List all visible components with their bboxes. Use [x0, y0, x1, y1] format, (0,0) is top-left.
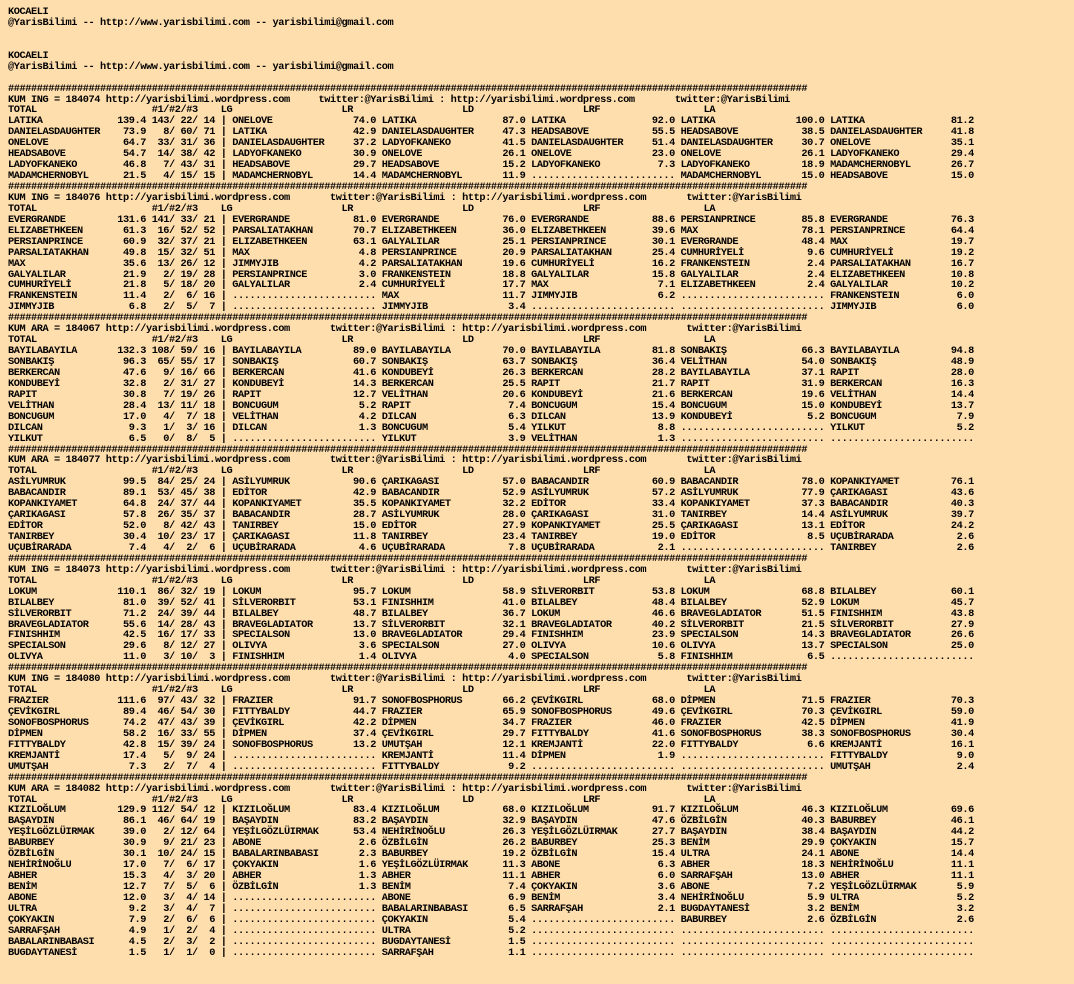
result-row: KONDUBEYİ 32.8 2/ 31/ 27 | KONDUBEYİ 14.3 BERKERCAN 25.5 RAPIT 21.7 RAPIT 31.9 BERKERCAN 16.3	[8, 377, 974, 390]
column-header: TOTAL #1/#2/#3 LG LR LD LRF LA	[8, 465, 716, 478]
column-header: TOTAL #1/#2/#3 LG LR LD LRF LA	[8, 574, 716, 587]
column-header: TOTAL #1/#2/#3 LG LR LD LRF LA	[8, 793, 716, 806]
result-row: FINISHHIM 42.5 16/ 17/ 33 | SPECIALSON 13.0 BRAVEGLADIATOR 29.4 FINISHHIM 23.9 SPECIALSON 14.3 BRAVEGLADIATOR 26.6	[8, 629, 974, 642]
separator-line: ###########################################################################################################################################	[8, 552, 808, 565]
result-row: BAŞAYDIN 86.1 46/ 64/ 19 | BAŞAYDIN 83.2 BAŞAYDIN 32.9 BAŞAYDIN 47.6 ÖZBİLGİN 40.3 BABURBEY 46.1	[8, 815, 974, 828]
result-row: DILCAN 9.3 1/ 3/ 16 | DILCAN 1.3 BONCUGUM 5.4 YILKUT 8.8 ......................... YILKUT 5.2	[8, 421, 974, 434]
result-row: ÇARIKAGASI 57.8 26/ 35/ 37 | BABACANDIR 28.7 ASİLYUMRUK 28.0 ÇARIKAGASI 31.0 TANIRBEY 14.4 ASİLYUMRUK 39.7	[8, 509, 974, 522]
result-row: YEŞİLGÖZLÜIRMAK 39.0 2/ 12/ 64 | YEŞİLGÖZLÜIRMAK 53.4 NEHİRİNOĞLU 26.3 YEŞİLGÖZLÜIRMAK 27.7 BAŞAYDIN 38.4 BAŞAYDIN 44.2	[8, 826, 974, 839]
separator-line: ###########################################################################################################################################	[8, 181, 808, 193]
race-header: KUM ING = 184076 http://yarisbilimi.wordpress.com twitter:@YarisBilimi : http://yarisbilimi.wordpress.com twitter:@YarisBilimi	[8, 191, 802, 204]
result-row: BAYILABAYILA 132.3 108/ 59/ 16 | BAYILABAYILA 89.0 BAYILABAYILA 70.0 BAYILABAYILA 81.8 SONBAKIŞ 66.3 BAYILABAYILA 94.8	[8, 345, 974, 358]
text-line: KOCAELI	[8, 6, 49, 18]
result-row: BABACANDIR 89.1 53/ 45/ 38 | EDİTOR 42.9 BABACANDIR 52.9 ASİLYUMRUK 57.2 ASİLYUMRUK 77.9 ÇARIKAGASI 43.6	[8, 487, 974, 500]
result-row: SİLVERORBIT 71.2 24/ 39/ 44 | BILALBEY 48.7 BILALBEY 36.7 LOKUM 46.6 BRAVEGLADIATOR 51.5 FINISHHIM 43.8	[8, 607, 974, 620]
text-line: KOCAELI	[8, 49, 49, 62]
result-row: JIMMYJIB 6.8 2/ 5/ 7 | ......................... JIMMYJIB 3.4 ......................... ......................... JIMMYJIB 6.0	[8, 301, 974, 314]
race-stats-sheet	[8, 7, 974, 959]
result-row: FRANKENSTEIN 11.4 2/ 6/ 16 | ......................... MAX 11.7 JIMMYJIB 6.2 ......................... FRANKENSTEIN 6.0	[8, 290, 974, 303]
result-row: VELİTHAN 28.4 13/ 11/ 18 | BONCUGUM 5.2 RAPIT 7.4 BONCUGUM 15.4 BONCUGUM 15.0 KONDUBEYİ 13.7	[8, 399, 974, 412]
separator-line: ###########################################################################################################################################	[8, 82, 808, 95]
blank-line	[8, 40, 974, 51]
result-row: ASİLYUMRUK 99.5 84/ 25/ 24 | ASİLYUMRUK 90.6 ÇARIKAGASI 57.0 BABACANDIR 60.9 BABACANDIR 78.0 KOPANKIYAMET 76.1	[8, 476, 974, 489]
result-row: CUMHURİYELİ 21.8 5/ 18/ 20 | GALYALILAR 2.4 CUMHURİYELİ 17.7 MAX 7.1 ELIZABETHKEEN 2.4 GALYALILAR 10.2	[8, 279, 974, 292]
separator-line: ###########################################################################################################################################	[8, 771, 808, 784]
result-row: YILKUT 6.5 0/ 8/ 5 | ......................... YILKUT 3.9 VELİTHAN 1.3 ......................... .........................	[8, 432, 974, 445]
race-header: KUM ARA = 184077 http://yarisbilimi.wordpress.com twitter:@YarisBilimi : http://yarisbilimi.wordpress.com twitter:@YarisBilimi	[8, 454, 802, 467]
result-row: ELIZABETHKEEN 61.3 16/ 52/ 52 | PARSALIATAKHAN 70.7 ELIZABETHKEEN 36.0 ELIZABETHKEEN 39.6 MAX 78.1 PERSIANPRINCE 64.4	[8, 224, 974, 237]
result-row: MADAMCHERNOBYL 21.5 4/ 15/ 15 | MADAMCHERNOBYL 14.4 MADAMCHERNOBYL 11.9 ......................... MADAMCHERNOBYL 15.0 HEADSABOVE 15.0	[8, 170, 974, 183]
result-row: FITTYBALDY 42.8 15/ 39/ 24 | SONOFBOSPHORUS 13.2 UMUTŞAH 12.1 KREMJANTİ 22.0 FITTYBALDY 6.6 KREMJANTİ 16.1	[8, 738, 974, 751]
result-row: DANIELASDAUGHTER 73.9 8/ 60/ 71 | LATIKA 42.9 DANIELASDAUGHTER 47.3 HEADSABOVE 55.5 HEADSABOVE 38.5 DANIELASDAUGHTER 41.8	[8, 126, 974, 139]
result-row: ÇOKYAKIN 7.9 2/ 6/ 6 | ......................... ÇOKYAKIN 5.4 ......................... BABURBEY 2.6 ÖZBİLGİN 2.6	[8, 913, 974, 926]
result-row: HEADSABOVE 54.7 14/ 38/ 42 | LADYOFKANEKO 30.9 ONELOVE 26.1 ONELOVE 23.0 ONELOVE 26.1 LADYOFKANEKO 29.4	[8, 148, 974, 161]
separator-line: ###########################################################################################################################################	[8, 662, 808, 675]
blank-line	[8, 29, 974, 40]
result-row: TANIRBEY 30.4 10/ 23/ 17 | ÇARIKAGASI 11.8 TANIRBEY 23.4 TANIRBEY 19.0 EDİTOR 8.5 UÇUBİRARADA 2.6	[8, 531, 974, 543]
result-row: SARRAFŞAH 4.9 1/ 2/ 4 | ......................... ULTRA 5.2 ......................... ......................... .........................	[8, 924, 974, 937]
column-header: TOTAL #1/#2/#3 LG LR LD LRF LA	[8, 334, 716, 347]
result-row: EDİTOR 52.0 8/ 42/ 43 | TANIRBEY 15.0 EDİTOR 27.9 KOPANKIYAMET 25.5 ÇARIKAGASI 13.1 EDİTOR 24.2	[8, 520, 974, 533]
result-row: LADYOFKANEKO 46.8 7/ 43/ 31 | HEADSABOVE 29.7 HEADSABOVE 15.2 LADYOFKANEKO 7.3 LADYOFKANEKO 18.9 MADAMCHERNOBYL 26.7	[8, 159, 974, 172]
result-row: NEHİRİNOĞLU 17.0 7/ 6/ 17 | ÇOKYAKIN 1.6 YEŞİLGÖZLÜIRMAK 11.3 ABONE 6.3 ABHER 18.3 NEHİRİNOĞLU 11.1	[8, 859, 974, 872]
race-header: KUM ING = 184074 http://yarisbilimi.wordpress.com twitter:@YarisBilimi : http://yarisbilimi.wordpress.com twitter:@YarisBilimi	[8, 93, 790, 106]
result-row: FRAZIER 111.6 97/ 43/ 32 | FRAZIER 91.7 SONOFBOSPHORUS 66.2 ÇEVİKGIRL 68.0 DİPMEN 71.5 FRAZIER 70.3	[8, 695, 974, 708]
result-row: ÖZBİLGİN 30.1 10/ 24/ 15 | BABALARINBABASI 2.3 BABURBEY 19.2 ÖZBİLGİN 15.4 ULTRA 24.1 ABONE 14.4	[8, 848, 974, 861]
result-row: KOPANKIYAMET 64.8 24/ 37/ 44 | KOPANKIYAMET 35.5 KOPANKIYAMET 32.2 EDİTOR 33.4 KOPANKIYAMET 37.3 BABACANDIR 40.3	[8, 498, 974, 511]
result-row: DİPMEN 58.2 16/ 33/ 55 | DİPMEN 37.4 ÇEVİKGIRL 29.7 FITTYBALDY 41.6 SONOFBOSPHORUS 38.3 SONOFBOSPHORUS 30.4	[8, 727, 974, 740]
column-header: TOTAL #1/#2/#3 LG LR LD LRF LA	[8, 684, 716, 697]
race-header: KUM ING = 184073 http://yarisbilimi.wordpress.com twitter:@YarisBilimi : http://yarisbilimi.wordpress.com twitter:@YarisBilimi	[8, 563, 802, 576]
separator-line: ###########################################################################################################################################	[8, 443, 808, 456]
result-row: ULTRA 9.2 3/ 4/ 7 | ......................... BABALARINBABASI 6.5 SARRAFŞAH 2.1 BUGDAYTANESİ 3.2 BENİM 3.2	[8, 902, 974, 915]
result-row: BABURBEY 30.9 9/ 21/ 23 | ABONE 2.6 ÖZBİLGİN 26.2 BABURBEY 25.3 BENİM 29.9 ÇOKYAKIN 15.7	[8, 837, 974, 850]
result-row: SONOFBOSPHORUS 74.2 47/ 43/ 39 | ÇEVİKGIRL 42.2 DİPMEN 34.7 FRAZIER 46.0 FRAZIER 42.5 DİPMEN 41.9	[8, 716, 974, 729]
result-row: BUGDAYTANESİ 1.5 1/ 1/ 0 | ......................... SARRAFŞAH 1.1 ......................... ......................... .........................	[8, 946, 974, 959]
column-header: TOTAL #1/#2/#3 LG LR LD LRF LA	[8, 104, 716, 117]
result-row: PARSALIATAKHAN 49.8 15/ 32/ 51 | MAX 4.8 PERSIANPRINCE 20.9 PARSALIATAKHAN 25.4 CUMHURİYELİ 9.6 CUMHURİYELİ 19.2	[8, 246, 974, 259]
text-line: @YarisBilimi -- http://www.yarisbilimi.com -- yarisbilimi@gmail.com	[8, 16, 394, 29]
race-header: KUM ARA = 184067 http://yarisbilimi.wordpress.com twitter:@YarisBilimi : http://yarisbilimi.wordpress.com twitter:@YarisBilimi	[8, 323, 802, 336]
result-row: KREMJANTİ 17.4 5/ 9/ 24 | ......................... KREMJANTİ 11.4 DİPMEN 1.9 ......................... FITTYBALDY 9.0	[8, 749, 974, 762]
text-line: @YarisBilimi -- http://www.yarisbilimi.com -- yarisbilimi@gmail.com	[8, 60, 394, 73]
result-row: EVERGRANDE 131.6 141/ 33/ 21 | EVERGRANDE 81.0 EVERGRANDE 76.0 EVERGRANDE 88.6 PERSIANPRINCE 85.8 EVERGRANDE 76.3	[8, 213, 974, 226]
result-row: KIZILOĞLUM 129.9 112/ 54/ 12 | KIZILOĞLUM 83.4 KIZILOĞLUM 68.0 KIZILOĞLUM 91.7 KIZILOĞLUM 46.3 KIZILOĞLUM 69.6	[8, 804, 974, 817]
result-row: BERKERCAN 47.6 9/ 16/ 66 | BERKERCAN 41.6 KONDUBEYİ 26.3 BERKERCAN 28.2 BAYILABAYILA 37.1 RAPIT 28.0	[8, 366, 974, 379]
race-header: KUM ARA = 184082 http://yarisbilimi.wordpress.com twitter:@YarisBilimi : http://yarisbilimi.wordpress.com twitter:@YarisBilimi	[8, 782, 802, 795]
separator-line: ###########################################################################################################################################	[8, 312, 808, 325]
result-row: GALYALILAR 21.9 2/ 19/ 28 | PERSIANPRINCE 3.0 FRANKENSTEIN 18.8 GALYALILAR 15.8 GALYALILAR 2.4 ELIZABETHKEEN 10.8	[8, 268, 974, 281]
result-row: SONBAKIŞ 96.3 65/ 55/ 17 | SONBAKIŞ 60.7 SONBAKIŞ 63.7 SONBAKIŞ 36.4 VELİTHAN 54.0 SONBAKIŞ 48.9	[8, 356, 974, 368]
column-header: TOTAL #1/#2/#3 LG LR LD LRF LA	[8, 202, 716, 215]
result-row: LOKUM 110.1 86/ 32/ 19 | LOKUM 95.7 LOKUM 58.9 SİLVERORBIT 53.8 LOKUM 68.8 BILALBEY 60.1	[8, 585, 974, 598]
result-row: UMUTŞAH 7.3 2/ 7/ 4 | ......................... FITTYBALDY 9.2 ......................... ......................... UMUTŞAH 2.4	[8, 760, 974, 773]
result-row: BILALBEY 81.0 39/ 52/ 41 | SİLVERORBIT 53.1 FINISHHIM 41.0 BILALBEY 48.4 BILALBEY 52.9 LOKUM 45.7	[8, 596, 974, 609]
result-row: RAPIT 30.8 7/ 19/ 26 | RAPIT 12.7 VELİTHAN 20.6 KONDUBEYİ 21.6 BERKERCAN 19.6 VELİTHAN 14.4	[8, 388, 974, 401]
result-row: ÇEVİKGIRL 89.4 46/ 54/ 30 | FITTYBALDY 44.7 FRAZIER 65.9 SONOFBOSPHORUS 49.6 ÇEVİKGIRL 70.3 ÇEVİKGIRL 59.0	[8, 706, 974, 718]
result-row: ONELOVE 64.7 33/ 31/ 36 | DANIELASDAUGHTER 37.2 LADYOFKANEKO 41.5 DANIELASDAUGHTER 51.4 DANIELASDAUGHTER 30.7 ONELOVE 35.1	[8, 137, 974, 150]
result-row: UÇUBİRARADA 7.4 4/ 2/ 6 | UÇUBİRARADA 4.6 UÇUBİRARADA 7.8 UÇUBİRARADA 2.1 ......................... TANIRBEY 2.6	[8, 541, 974, 554]
result-row: BRAVEGLADIATOR 55.6 14/ 28/ 43 | BRAVEGLADIATOR 13.7 SİLVERORBIT 32.1 BRAVEGLADIATOR 40.2 SİLVERORBIT 21.5 SİLVERORBIT 27.9	[8, 618, 974, 631]
result-row: BABALARINBABASI 4.5 2/ 3/ 2 | ......................... BUGDAYTANESİ 1.5 ......................... ......................... .........................	[8, 935, 974, 948]
result-row: ABHER 15.3 4/ 3/ 20 | ABHER 1.3 ABHER 11.1 ABHER 6.0 SARRAFŞAH 13.0 ABHER 11.1	[8, 870, 974, 883]
result-row: BONCUGUM 17.0 4/ 7/ 18 | VELİTHAN 4.2 DILCAN 6.3 DILCAN 13.9 KONDUBEYİ 5.2 BONCUGUM 7.9	[8, 410, 974, 423]
result-row: ABONE 12.0 3/ 4/ 14 | ......................... ABONE 6.9 BENİM 3.4 NEHİRİNOĞLU 5.9 ULTRA 5.2	[8, 891, 974, 904]
result-row: MAX 35.6 13/ 26/ 12 | JIMMYJIB 4.2 PARSALIATAKHAN 19.6 CUMHURİYELİ 16.2 FRANKENSTEIN 2.4 PARSALIATAKHAN 16.7	[8, 257, 974, 270]
result-row: OLIVYA 11.0 3/ 10/ 3 | FINISHHIM 1.4 OLIVYA 4.0 SPECIALSON 5.8 FINISHHIM 6.5 .........................	[8, 651, 974, 664]
result-row: BENİM 12.7 7/ 5/ 6 | ÖZBİLGİN 1.3 BENİM 7.4 ÇOKYAKIN 3.6 ABONE 7.2 YEŞİLGÖZLÜIRMAK 5.9	[8, 881, 974, 893]
result-row: PERSIANPRINCE 60.9 32/ 37/ 21 | ELIZABETHKEEN 63.1 GALYALILAR 25.1 PERSIANPRINCE 30.1 EVERGRANDE 48.4 MAX 19.7	[8, 235, 974, 248]
blank-line	[8, 73, 974, 84]
result-row: SPECIALSON 29.6 8/ 12/ 27 | OLIVYA 3.6 SPECIALSON 27.0 OLIVYA 10.6 OLIVYA 13.7 SPECIALSON 25.0	[8, 640, 974, 653]
result-row: LATIKA 139.4 143/ 22/ 14 | ONELOVE 74.0 LATIKA 87.0 LATIKA 92.0 LATIKA 100.0 LATIKA 81.2	[8, 115, 974, 128]
race-header: KUM ING = 184080 http://yarisbilimi.wordpress.com twitter:@YarisBilimi : http://yarisbilimi.wordpress.com twitter:@YarisBilimi	[8, 673, 802, 686]
